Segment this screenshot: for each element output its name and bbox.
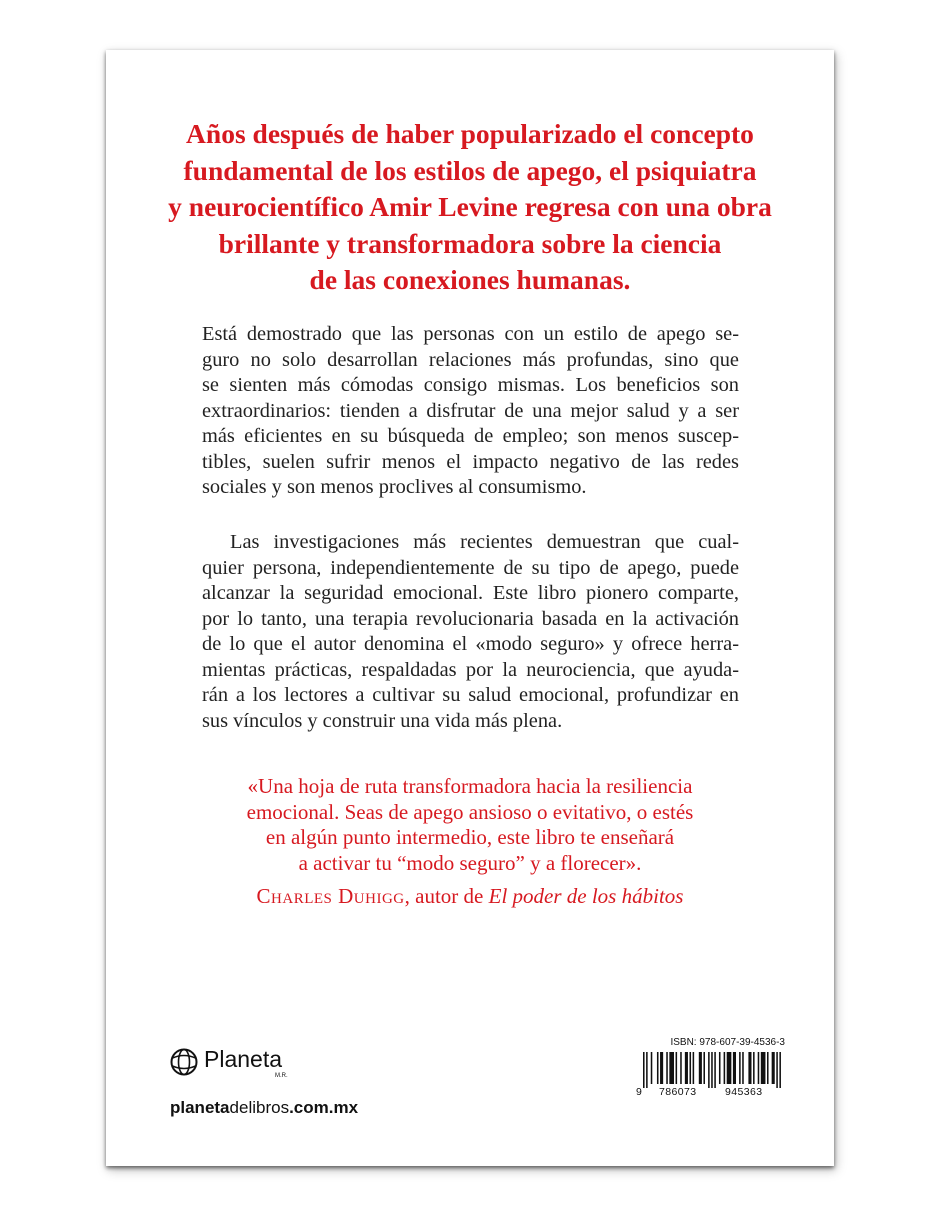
barcode-bar bbox=[724, 1052, 726, 1084]
barcode bbox=[637, 1052, 785, 1088]
website-part: planeta bbox=[170, 1098, 230, 1117]
paragraph-line: más eficientes en su búsqueda de empleo; son menos suscep- bbox=[202, 425, 739, 447]
barcode-bar bbox=[660, 1052, 663, 1084]
headline-line: y neurocientífico Amir Levine regresa con una obra bbox=[168, 191, 772, 222]
headline-line: fundamental de los estilos de apego, el psiquiatra bbox=[183, 154, 757, 186]
quote-line: a activar tu “modo seguro” y a florecer». bbox=[298, 850, 642, 875]
quote-line: en algún punto intermedio, este libro te enseñará bbox=[265, 825, 675, 849]
paragraph-line: Las investigaciones más recientes demuestran que cual- bbox=[230, 531, 739, 553]
barcode-digits-right: 945363 bbox=[725, 1086, 763, 1098]
barcode-bar bbox=[761, 1052, 766, 1084]
synopsis-paragraph-2 bbox=[202, 530, 739, 734]
barcode-digits-left: 786073 bbox=[659, 1086, 697, 1098]
barcode-bar bbox=[727, 1052, 732, 1084]
paragraph-line: se sienten más cómodas consigo mismas. Los beneficios son bbox=[202, 374, 739, 396]
paragraph-line: sociales y son menos proclives al consumismo. bbox=[202, 476, 587, 498]
barcode-bar bbox=[779, 1052, 781, 1088]
paragraph-line: alcanzar la seguridad emocional. Este libro pionero comparte, bbox=[202, 582, 739, 604]
barcode-bar bbox=[714, 1052, 716, 1088]
headline-line: brillante y transformadora sobre la ciencia bbox=[218, 227, 722, 259]
website-part: .com.mx bbox=[289, 1098, 359, 1117]
barcode-bar bbox=[776, 1052, 778, 1088]
book-back-cover bbox=[106, 50, 834, 1166]
paragraph-line: guro no solo desarrollan relaciones más profundas, sino que bbox=[202, 348, 739, 371]
paragraph-line: sus vínculos y construir una vida más plena. bbox=[202, 709, 563, 732]
barcode-bar bbox=[772, 1052, 775, 1084]
attribution-connector: , autor de bbox=[404, 884, 489, 908]
barcode-bar bbox=[666, 1052, 668, 1084]
barcode-bar bbox=[703, 1052, 705, 1084]
barcode-bar bbox=[643, 1052, 645, 1088]
isbn-label: ISBN: 978-607-39-4536-3 bbox=[670, 1037, 785, 1048]
paragraph-line: por lo tanto, una terapia revolucionaria basada en la activación bbox=[202, 607, 739, 630]
barcode-bar bbox=[680, 1052, 682, 1084]
barcode-bar bbox=[711, 1052, 713, 1088]
barcode-bar bbox=[651, 1052, 653, 1084]
synopsis-paragraph-1 bbox=[202, 322, 739, 501]
barcode-bar bbox=[690, 1052, 692, 1084]
publisher-logo bbox=[170, 1046, 320, 1082]
barcode-bar bbox=[708, 1052, 710, 1088]
barcode-bar bbox=[753, 1052, 755, 1084]
paragraph-line: extraordinarios: tienden a disfrutar de una mejor salud y a ser bbox=[202, 399, 739, 422]
attribution-book-title: El poder de los hábitos bbox=[488, 884, 684, 908]
quote-line: emocional. Seas de apego ansioso o evitativo, o estés bbox=[246, 799, 694, 824]
attribution-author: Charles Duhigg bbox=[256, 884, 405, 908]
paragraph-line: rán a los lectores a cultivar su salud emocional, profundizar en bbox=[202, 684, 739, 706]
paragraph-line: Está demostrado que las personas con un estilo de apego se- bbox=[202, 323, 739, 345]
blurb-quote bbox=[146, 774, 794, 876]
publisher-website bbox=[170, 1098, 358, 1118]
paragraph-line: de lo que el autor denomina el «modo seguro» y ofrece herra- bbox=[202, 633, 739, 655]
barcode-digit-first: 9 bbox=[636, 1086, 642, 1098]
barcode-bar bbox=[742, 1052, 744, 1084]
barcode-bar bbox=[669, 1052, 674, 1084]
website-part: delibros bbox=[229, 1098, 290, 1117]
headline-line: Años después de haber popularizado el concepto bbox=[186, 118, 754, 149]
barcode-bar bbox=[739, 1052, 741, 1084]
quote-attribution bbox=[146, 884, 794, 909]
quote-line: «Una hoja de ruta transformadora hacia la resiliencia bbox=[247, 774, 693, 798]
headline-line: de las conexiones humanas. bbox=[309, 264, 631, 295]
trademark-mark: M.R. bbox=[275, 1073, 288, 1079]
barcode-bar bbox=[748, 1052, 751, 1084]
barcode-bar bbox=[758, 1052, 760, 1084]
paragraph-line: tibles, suelen sufrir menos el impacto negativo de las redes bbox=[202, 450, 739, 473]
barcode-bar bbox=[676, 1052, 678, 1084]
barcode-bar bbox=[657, 1052, 659, 1084]
barcode-bar bbox=[719, 1052, 721, 1084]
barcode-bar bbox=[733, 1052, 736, 1084]
barcode-bar bbox=[685, 1052, 688, 1084]
barcode-bar bbox=[693, 1052, 695, 1084]
headline bbox=[146, 116, 794, 299]
isbn-barcode-block bbox=[637, 1034, 785, 1100]
globe-icon bbox=[170, 1048, 198, 1076]
barcode-bar bbox=[767, 1052, 769, 1084]
paragraph-line: mientas prácticas, respaldadas por la neurociencia, que ayuda- bbox=[202, 658, 739, 681]
barcode-bar bbox=[699, 1052, 702, 1084]
barcode-bar bbox=[646, 1052, 648, 1088]
paragraph-line: quier persona, independientemente de su tipo de apego, puede bbox=[202, 556, 739, 579]
publisher-name: Planeta bbox=[204, 1046, 283, 1072]
